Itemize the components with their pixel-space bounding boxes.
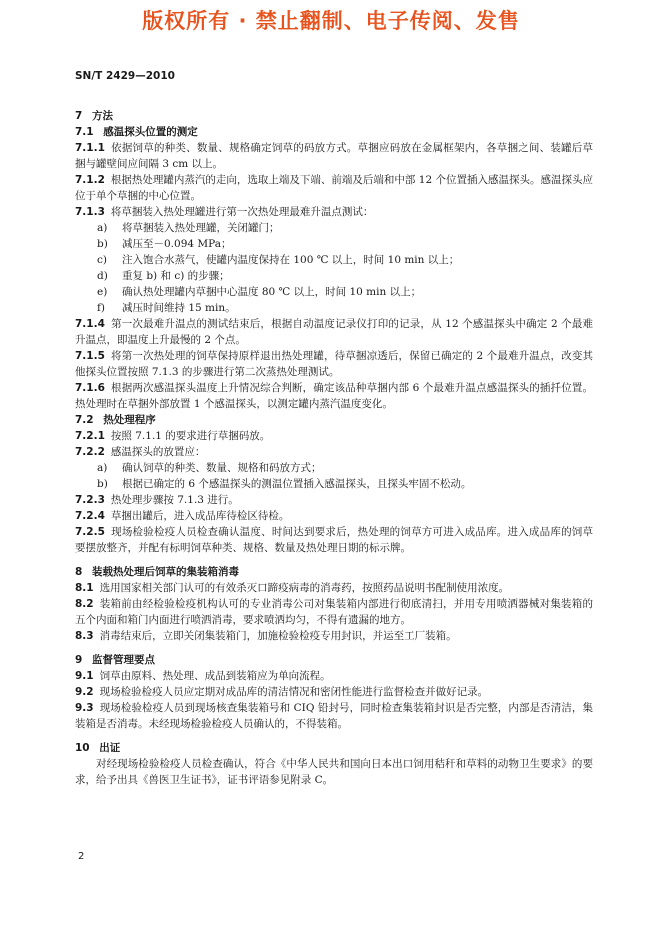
clause-text: 饲草由原料、热处理、成品到装箱应为单向流程。 [99,670,331,682]
list-text: 减压时间维持 15 min。 [122,302,236,314]
list-item [75,284,593,300]
section-title: 出证 [99,742,121,754]
section-heading-8 [75,564,593,580]
clause-7-2-2 [75,444,593,460]
clause-text: 选用国家相关部门认可的有效杀灭口蹄疫病毒的消毒药，按照药品说明书配制使用浓度。 [99,582,510,594]
clause-7-2-3 [75,492,593,508]
document-id: SN/T 2429—2010 [75,70,175,82]
clause-number: 9.2 [75,686,94,698]
list-text: 注入饱合水蒸气，使罐内温度保持在 100 ℃ 以上，时间 10 min 以上； [122,254,460,266]
clause-7-1-3 [75,204,593,220]
subsection-title: 感温探头位置的测定 [103,126,198,138]
clause-text: 感温探头的放置应： [110,446,206,458]
list-item [75,236,593,252]
clause-number: 7.1.4 [75,318,105,330]
clause-9-2 [75,684,593,700]
subsection-heading-7-1 [75,124,593,140]
subsection-title: 热处理程序 [103,414,156,426]
list-item [75,252,593,268]
section-title: 监督管理要点 [91,654,155,666]
clause-text: 将草捆装入热处理罐进行第一次热处理最难升温点测试： [110,206,374,218]
clause-text: 将第一次热处理的饲草保持原样退出热处理罐，待草捆凉透后，保留已确定的 2 个最难升温点，改变其他探头位置按照 7.1.3 的步骤进行第二次蒸热处理测试。 [75,350,593,378]
list-marker: b) [97,238,108,250]
subsection-heading-7-2 [75,412,593,428]
section-heading-7 [75,108,593,124]
clause-text: 草捆出罐后，进入成品库待检区待检。 [110,510,290,522]
list-item [75,476,593,492]
clause-8-3 [75,628,593,644]
clause-7-2-4 [75,508,593,524]
section-heading-9 [75,652,593,668]
list-text: 确认饲草的种类、数量、规格和码放方式； [122,462,322,474]
clause-7-2-5 [75,524,593,556]
clause-7-1-4 [75,316,593,348]
clause-number: 9.3 [75,702,94,714]
clause-text: 第一次最难升温点的测试结束后，根据自动温度记录仪打印的记录，从 12 个感温探头中确定 2 个最难升温点，即温度上升最慢的 2 个点。 [75,318,593,346]
clause-number: 7.1.5 [75,350,105,362]
clause-text: 现场检验检疫人员检查确认温度、时间达到要求后，热处理的饲草方可进入成品库。进入成品库的饲草要摆放整齐，并配有标明饲草种类、规格、数量及热处理日期的标示牌。 [75,526,593,554]
clause-number: 7.2.5 [75,526,105,538]
subsection-number: 7.1 [75,126,94,138]
clause-text: 现场检验检疫人员到现场核查集装箱号和 CIQ 铅封号，同时检查集装箱封识是否完整，内部是否清洁，集装箱是否消毒。未经现场检验检疫人员确认的，不得装箱。 [75,702,593,730]
list-marker: d) [97,270,108,282]
clause-text: 消毒结束后，立即关闭集装箱门，加施检验检疫专用封识，并运至工厂装箱。 [99,630,457,642]
clause-9-3 [75,700,593,732]
clause-number: 8.1 [75,582,94,594]
clause-7-2-1 [75,428,593,444]
clause-number: 7.2.2 [75,446,105,458]
section-number: 8 [75,566,83,578]
clause-number: 7.1.6 [75,382,105,394]
watermark-banner: 版权所有 · 禁止翻制、电子传阅、发售 [142,9,520,33]
list-text: 根据已确定的 6 个感温探头的测温位置插入感温探头，且探头牢固不松动。 [122,478,472,490]
list-text: 确认热处理罐内草捆中心温度 80 ℃ 以上，时间 10 min 以上； [122,286,422,298]
list-marker: b) [97,478,108,490]
clause-8-2 [75,596,593,628]
clause-number: 7.2.1 [75,430,105,442]
list-marker: c) [97,254,107,266]
section-title: 方法 [91,110,113,122]
clause-number: 8.2 [75,598,94,610]
section-number: 7 [75,110,83,122]
section-number: 9 [75,654,83,666]
clause-number: 7.1.3 [75,206,105,218]
clause-9-1 [75,668,593,684]
clause-text: 现场检验检疫人员应定期对成品库的清洁情况和密闭性能进行监督检查并做好记录。 [99,686,489,698]
list-item [75,268,593,284]
list-marker: a) [97,222,108,234]
clause-text: 根据热处理罐内蒸汽的走向，选取上端及下端、前端及后端和中部 12 个位置插入感温探头。感温探头应位于单个草捆的中心位置。 [75,174,593,202]
clause-number: 7.2.3 [75,494,105,506]
list-marker: a) [97,462,108,474]
section-title: 装载热处理后饲草的集装箱消毒 [91,566,239,578]
clause-8-1 [75,580,593,596]
list-item [75,460,593,476]
clause-7-1-6 [75,380,593,412]
page-content [75,108,593,788]
clause-7-1-2 [75,172,593,204]
clause-number: 7.1.1 [75,142,105,154]
clause-text: 依据饲草的种类、数量、规格确定饲草的码放方式。草捆应码放在金属框架内，各草捆之间、装罐后草捆与罐壁间应间隔 3 cm 以上。 [75,142,593,170]
clause-number: 7.2.4 [75,510,105,522]
section-number: 10 [75,742,90,754]
clause-text: 装箱前由经检验检疫机构认可的专业消毒公司对集装箱内部进行彻底清扫，并用专用喷洒器械对集装箱的五个内面和箱门内面进行喷洒消毒，要求喷洒均匀，不得有遗漏的地方。 [75,598,593,626]
list-marker: e) [97,286,108,298]
list-marker: f) [97,302,105,314]
list-text: 减压至－0.094 MPa； [122,238,232,250]
list-text: 重复 b) 和 c) 的步骤； [122,270,230,282]
clause-text: 按照 7.1.1 的要求进行草捆码放。 [110,430,271,442]
clause-number: 7.1.2 [75,174,105,186]
clause-number: 9.1 [75,670,94,682]
clause-10-text: 对经现场检验检疫人员检查确认，符合《中华人民共和国向日本出口饲用秸秆和草料的动物卫生要求》的要求，给予出具《兽医卫生证书》，证书评语参见附录 C。 [75,758,593,786]
subsection-number: 7.2 [75,414,94,426]
page-number: 2 [78,851,85,862]
section-heading-10 [75,740,593,756]
list-text: 将草捆装入热处理罐，关闭罐门； [122,222,280,234]
clause-7-1-1 [75,140,593,172]
list-item [75,220,593,236]
list-item [75,300,593,316]
clause-text: 热处理步骤按 7.1.3 进行。 [110,494,239,506]
clause-7-1-5 [75,348,593,380]
clause-text: 根据两次感温探头温度上升情况综合判断，确定该品种草捆内部 6 个最难升温点感温探头的插扦位置。热处理时在草捆外部放置 1 个感温探头，以测定罐内蒸汽温度变化。 [75,382,593,410]
clause-number: 8.3 [75,630,94,642]
